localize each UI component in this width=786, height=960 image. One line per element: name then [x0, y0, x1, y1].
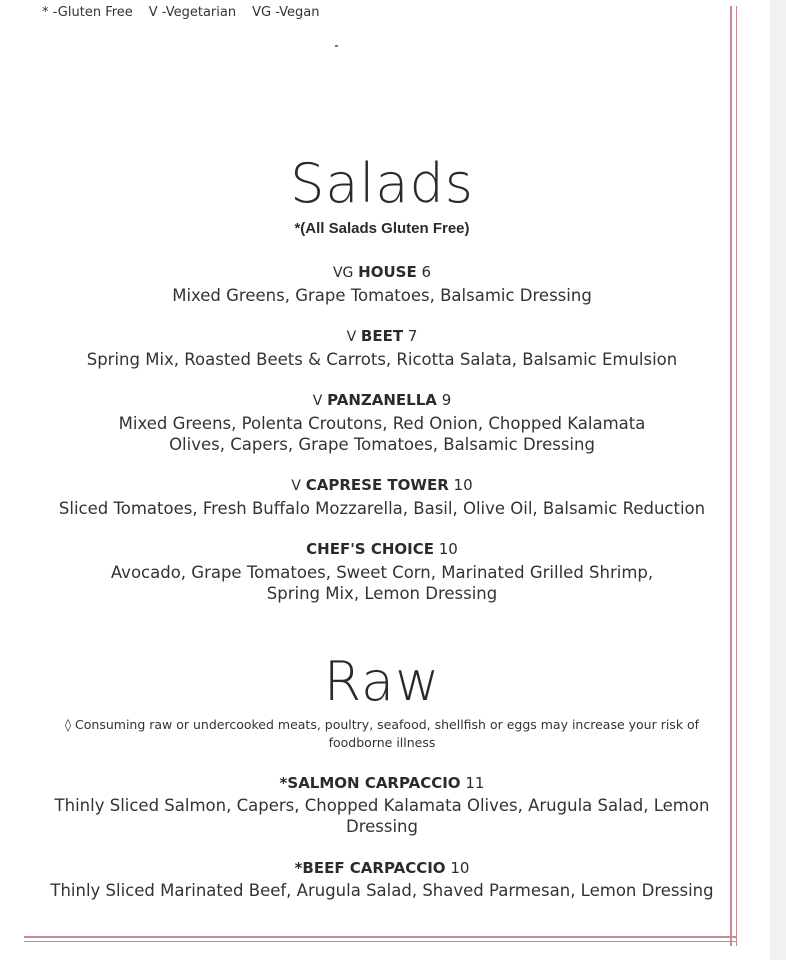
item-description-line: Spring Mix, Lemon Dressing: [266, 584, 498, 603]
salads-note: *(All Salads Gluten Free): [294, 220, 470, 237]
item-description: [0, 795, 764, 837]
item-description-line: Thinly Sliced Salmon, Capers, Chopped Kalamata Olives, Arugula Salad, Lemon: [54, 796, 710, 815]
item-heading: [0, 858, 764, 878]
dietary-legend: [42, 5, 319, 20]
item-name: *SALMON CARPACCIO: [279, 774, 461, 792]
menu-item-panzanella: [0, 390, 764, 455]
legend-vegan: VG -Vegan: [252, 5, 320, 20]
item-heading: [0, 326, 764, 347]
menu-item-chefs-choice: [0, 539, 764, 604]
item-name: HOUSE: [358, 263, 417, 281]
menu-item-beef-carpaccio: [0, 858, 764, 901]
bottom-border-line-inner: [24, 941, 737, 942]
legend-vegetarian: V -Vegetarian: [148, 5, 237, 20]
item-heading: [0, 539, 764, 560]
item-diet-code: V: [312, 393, 323, 409]
item-description: [0, 880, 764, 901]
salads-heading: Salads: [290, 152, 474, 215]
item-heading: [0, 390, 764, 411]
raw-warning-line: foodborne illness: [328, 735, 436, 750]
item-price: 11: [465, 774, 485, 792]
item-price: 7: [407, 327, 418, 345]
item-name: CAPRESE TOWER: [305, 476, 449, 494]
raw-warning-note: [40, 716, 724, 752]
item-name: PANZANELLA: [327, 391, 437, 409]
menu-item-caprese-tower: [0, 475, 764, 519]
bottom-border-line: [24, 936, 737, 938]
menu-item-salmon-carpaccio: [0, 773, 764, 837]
item-description-line: Spring Mix, Roasted Beets & Carrots, Ricotta Salata, Balsamic Emulsion: [86, 350, 678, 369]
item-description: [0, 498, 764, 519]
item-price: 10: [438, 540, 458, 558]
menu-item-beet: [0, 326, 764, 370]
item-description-line: Dressing: [346, 817, 418, 836]
menu-item-house: [0, 262, 764, 306]
item-description-line: Thinly Sliced Marinated Beef, Arugula Salad, Shaved Parmesan, Lemon Dressing: [50, 881, 714, 900]
item-heading: [0, 475, 764, 496]
item-description-line: Olives, Capers, Grape Tomatoes, Balsamic Dressing: [169, 435, 595, 454]
item-price: 10: [450, 859, 470, 877]
item-price: 10: [453, 476, 473, 494]
item-description-line: Sliced Tomatoes, Fresh Buffalo Mozzarella, Basil, Olive Oil, Balsamic Reduction: [58, 499, 706, 518]
item-price: 6: [421, 263, 432, 281]
item-description-line: Mixed Greens, Grape Tomatoes, Balsamic Dressing: [172, 286, 592, 305]
item-description: [0, 285, 764, 306]
item-description: [0, 562, 764, 604]
item-heading: [0, 773, 764, 793]
item-description: [0, 349, 764, 370]
item-description: [0, 413, 764, 455]
scan-speck: [335, 45, 338, 47]
raw-heading: Raw: [323, 650, 441, 713]
page-edge-shadow: [770, 0, 786, 960]
item-description-line: Avocado, Grape Tomatoes, Sweet Corn, Marinated Grilled Shrimp,: [110, 563, 654, 582]
item-name: CHEF'S CHOICE: [306, 540, 434, 558]
item-description-line: Mixed Greens, Polenta Croutons, Red Onion, Chopped Kalamata: [118, 414, 646, 433]
item-price: 9: [441, 391, 452, 409]
item-diet-code: V: [346, 329, 357, 345]
item-name: *BEEF CARPACCIO: [294, 859, 446, 877]
legend-gluten-free: * -Gluten Free: [42, 5, 133, 20]
item-diet-code: VG: [332, 265, 354, 281]
item-diet-code: V: [291, 478, 301, 494]
raw-warning-line: ◊ Consuming raw or undercooked meats, poultry, seafood, shellfish or eggs may increase your risk of: [64, 717, 700, 732]
item-name: BEET: [360, 327, 404, 345]
item-heading: [0, 262, 764, 283]
